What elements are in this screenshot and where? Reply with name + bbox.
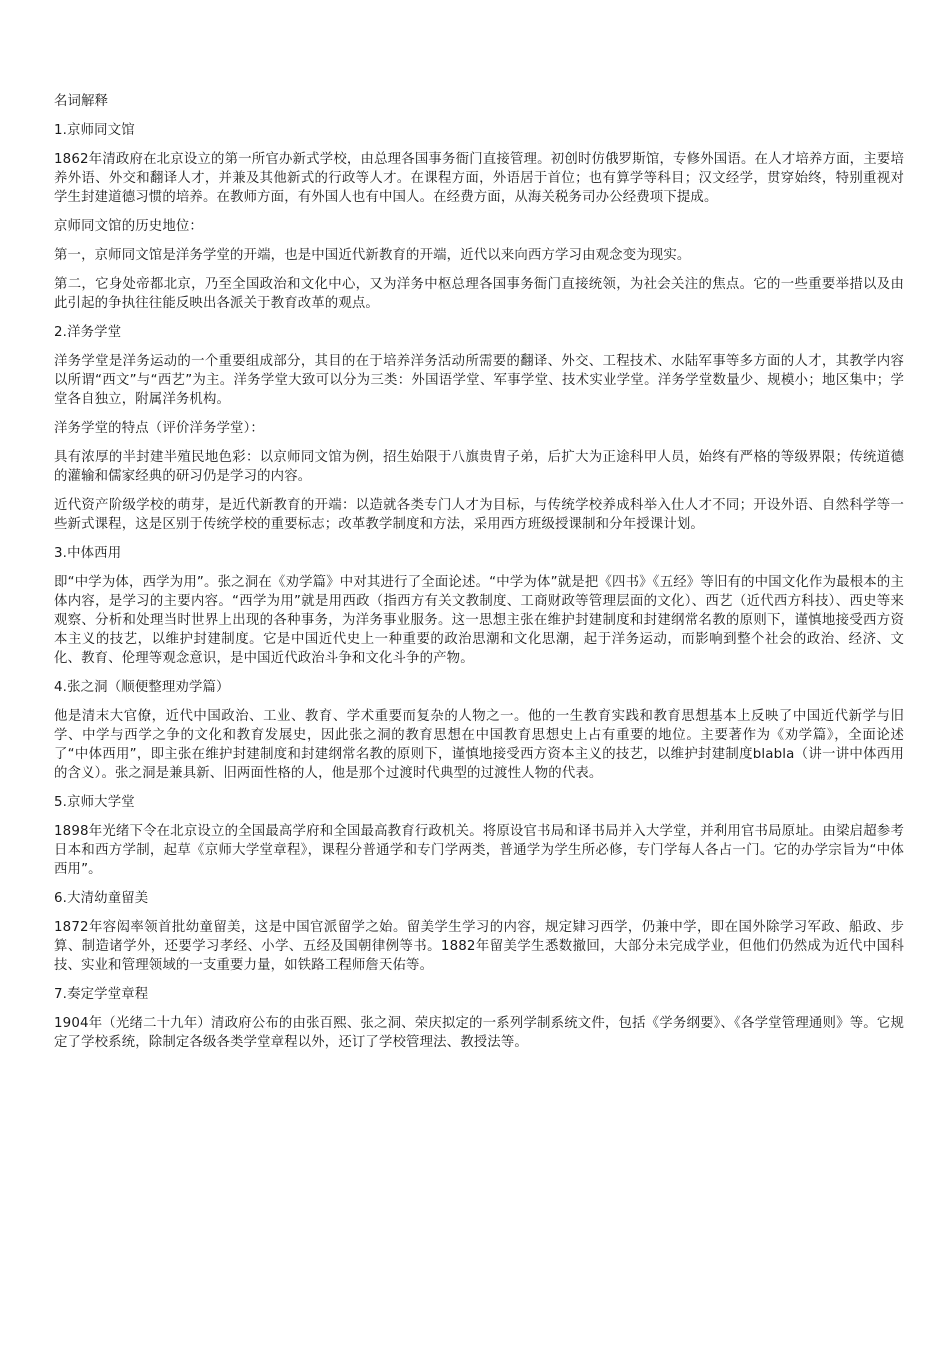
paragraph: 即“中学为体，西学为用”。张之洞在《劝学篇》中对其进行了全面论述。“中学为体”就是把《四书》《五经》等旧有的中国文化作为最根本的主体内容，是学习的主要内容。“西学为用”就是用西政（指西方有关文教制度、工商财政等管理层面的文化）、西艺（近代西方科技）、西史等来观察、分析和处理当时世界上出现的各种事务，为洋务事业服务。这一思想主张在维护封建制度和封建纲常名教的原则下，谨慎地接受西方资本主义的技艺，以维护封建制度。它是中国近代史上一种重要的政治思潮和文化思潮，起于洋务运动，而影响到整个社会的政治、经济、文化、教育、伦理等观念意识，是中国近代政治斗争和文化斗争的产物。 [54,575,904,666]
section-heading: 3.中体西用 [54,546,122,561]
paragraph: 1862年清政府在北京设立的第一所官办新式学校，由总理各国事务衙门直接管理。初创时仿俄罗斯馆，专修外国语。在人才培养方面，主要培养外语、外交和翻译人才，并兼及其他新式的行政等人才。在课程方面，外语居于首位；也有算学等科目；汉文经学，贯穿始终，特别重视对学生封建道德习惯的培养。在教师方面，有外国人也有中国人。在经费方面，从海关税务司办公经费项下提成。 [54,152,904,205]
section-heading: 7.奏定学堂章程 [54,987,149,1002]
section-heading: 1.京师同文馆 [54,123,135,138]
paragraph: 1872年容闳率领首批幼童留美，这是中国官派留学之始。留美学生学习的内容，规定肄习西学，仍兼中学，即在国外除学习军政、船政、步算、制造诸学外，还要学习孝经、小学、五经及国朝律例等书。1882年留美学生悉数撤回，大部分未完成学业，但他们仍然成为近代中国科技、实业和管理领域的一支重要力量，如铁路工程师詹天佑等。 [54,920,904,973]
paragraph: 具有浓厚的半封建半殖民地色彩：以京师同文馆为例，招生始限于八旗贵胄子弟，后扩大为正途科甲人员，始终有严格的等级界限；传统道德的灌输和儒家经典的研习仍是学习的内容。 [54,450,904,484]
paragraph: 第一，京师同文馆是洋务学堂的开端，也是中国近代新教育的开端，近代以来向西方学习由观念变为现实。 [54,248,691,263]
document-title: 名词解释 [54,94,109,109]
paragraph: 洋务学堂是洋务运动的一个重要组成部分，其目的在于培养洋务活动所需要的翻译、外交、工程技术、水陆军事等多方面的人才，其教学内容以所谓“西文”与“西艺”为主。洋务学堂大致可以分为三类：外国语学堂、军事学堂、技术实业学堂。洋务学堂数量少、规模小；地区集中；学堂各自独立，附属洋务机构。 [54,354,904,407]
paragraph: 近代资产阶级学校的萌芽，是近代新教育的开端：以造就各类专门人才为目标，与传统学校养成科举入仕人才不同；开设外语、自然科学等一些新式课程，这是区别于传统学校的重要标志；改革教学制度和方法，采用西方班级授课制和分年授课计划。 [54,498,904,532]
section-heading: 2.洋务学堂 [54,325,122,340]
section-heading: 4.张之洞（顺便整理劝学篇） [54,680,230,695]
document-body [54,92,904,1062]
section-heading: 5.京师大学堂 [54,795,135,810]
paragraph: 京师同文馆的历史地位： [54,219,203,234]
paragraph: 1904年（光绪二十九年）清政府公布的由张百熙、张之洞、荣庆拟定的一系列学制系统文件，包括《学务纲要》、《各学堂管理通则》等。它规定了学校系统，除制定各级各类学堂章程以外，还订了学校管理法、教授法等。 [54,1016,904,1050]
section-heading: 6.大清幼童留美 [54,891,149,906]
paragraph: 第二，它身处帝都北京，乃至全国政治和文化中心，又为洋务中枢总理各国事务衙门直接统领，为社会关注的焦点。它的一些重要举措以及由此引起的争执往往能反映出各派关于教育改革的观点。 [54,277,904,311]
paragraph: 1898年光绪下令在北京设立的全国最高学府和全国最高教育行政机关。将原设官书局和译书局并入大学堂，并利用官书局原址。由梁启超参考日本和西方学制，起草《京师大学堂章程》，课程分普通学和专门学两类，普通学为学生所必修，专门学每人各占一门。它的办学宗旨为“中体西用”。 [54,824,904,877]
paragraph: 洋务学堂的特点（评价洋务学堂）： [54,421,264,436]
paragraph: 他是清末大官僚，近代中国政治、工业、教育、学术重要而复杂的人物之一。他的一生教育实践和教育思想基本上反映了中国近代新学与旧学、中学与西学之争的文化和教育发展史，因此张之洞的教育思想在中国教育思想史上占有重要的地位。主要著作为《劝学篇》，全面论述了“中体西用”，即主张在维护封建制度和封建纲常名教的原则下，谨慎地接受西方资本主义的技艺，以维护封建制度blabla（讲一讲中体西用的含义）。张之洞是兼具新、旧两面性格的人，他是那个过渡时代典型的过渡性人物的代表。 [54,709,904,781]
